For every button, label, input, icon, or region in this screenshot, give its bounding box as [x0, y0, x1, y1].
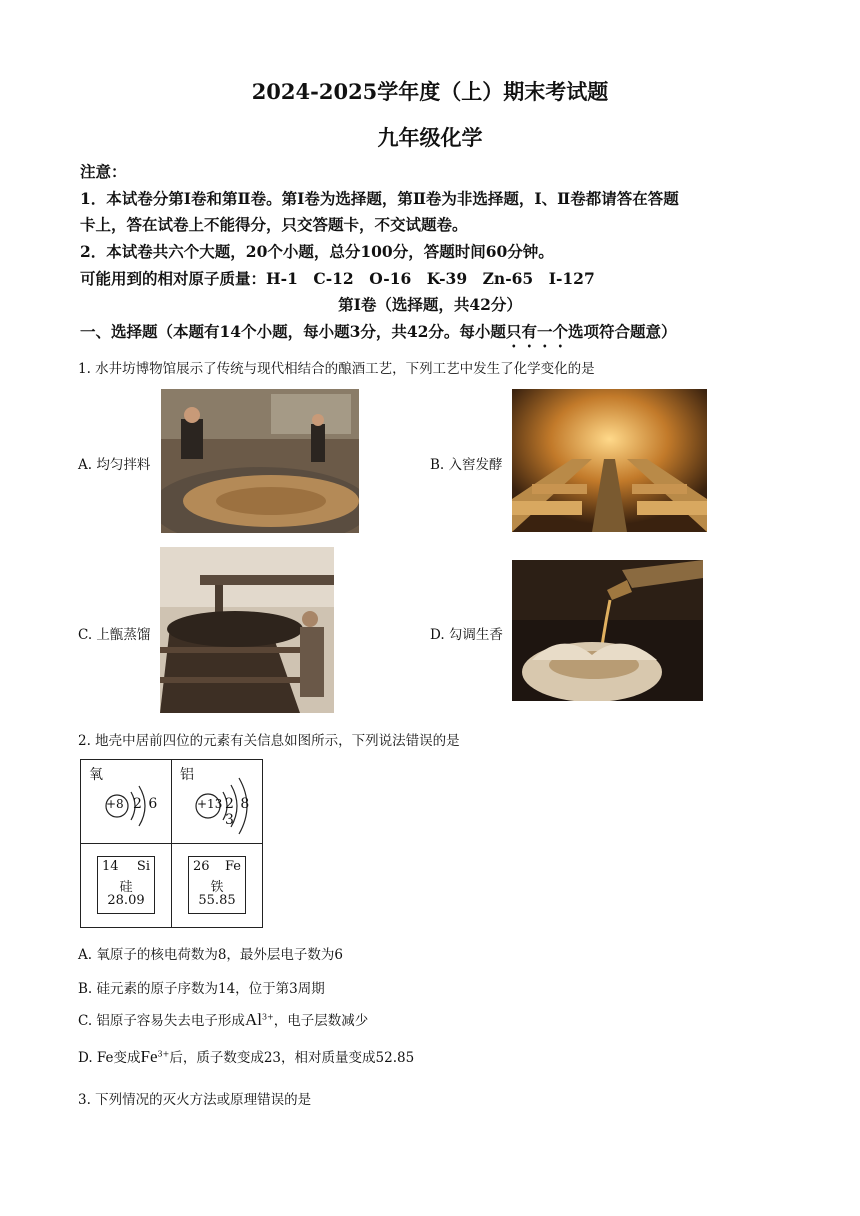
- q2-option-d-post: 后，质子数变成23，相对质量变成52.85: [169, 1050, 415, 1066]
- section-suffix: 选项符合题意）: [567, 322, 677, 341]
- silicon-symbol: Si: [136, 859, 150, 874]
- silicon-cell: [81, 844, 172, 928]
- q2-option-a: A. 氧原子的核电荷数为8，最外层电子数为6: [78, 947, 344, 963]
- oxygen-cell: [81, 760, 172, 844]
- q1-stem: 1. 水井坊博物馆展示了传统与现代相结合的酿酒工艺，下列工艺中发生了化学变化的是: [78, 361, 595, 377]
- fermentation-cellar-photo: [512, 389, 707, 532]
- fe-ion-symbol: Fe: [140, 1047, 158, 1066]
- q1-option-b: B. 入窖发酵: [430, 457, 503, 473]
- iron-cell: [172, 844, 263, 928]
- part1-title: 第Ⅰ卷（选择题，共42分）: [338, 295, 522, 314]
- q1-photo-c: [160, 547, 334, 713]
- q1-option-a: A. 均匀拌料: [78, 457, 151, 473]
- q2-option-d-pre: D. Fe变成: [78, 1050, 141, 1066]
- silicon-number: 14: [102, 859, 119, 874]
- q2-stem: 2. 地壳中居前四位的元素有关信息如图所示，下列说法错误的是: [78, 733, 460, 749]
- fe-ion-charge: 3+: [157, 1049, 170, 1059]
- aluminum-name: 铝: [180, 767, 194, 783]
- section-prefix: 一、选择题（本题有14个小题，每小题3分，共42分。每小题: [80, 322, 506, 341]
- q1-photo-a: [161, 389, 359, 533]
- atomic-mass-line: 可能用到的相对原子质量：H-1 C-12 O-16 K-39 Zn-65 I-127: [80, 269, 595, 288]
- aluminum-shells: 2 8 3: [225, 796, 251, 828]
- iron-number: 26: [193, 859, 210, 874]
- mixing-photo: [161, 389, 359, 533]
- element-info-table: [80, 759, 263, 928]
- q1-photo-b: [512, 389, 707, 532]
- oxygen-shells: 2 6: [133, 796, 159, 812]
- notes-line-1b: 卡上，答在试卷上不能得分，只交答题卡，不交试题卷。: [80, 215, 468, 234]
- section-one-heading: [80, 320, 676, 351]
- blending-photo: [512, 560, 703, 701]
- aluminum-cell: [172, 760, 263, 844]
- notes-heading: 注意：: [80, 162, 127, 181]
- silicon-chinese-name: 硅: [119, 880, 133, 895]
- iron-chinese-name: 铁: [210, 880, 224, 895]
- iron-periodic-cell: [188, 856, 246, 914]
- q2-option-b: B. 硅元素的原子序数为14，位于第3周期: [78, 981, 325, 997]
- q2-option-c: [78, 1009, 368, 1030]
- q1-photo-d: [512, 560, 703, 701]
- q3-stem: 3. 下列情况的灭火方法或原理错误的是: [78, 1092, 312, 1108]
- distillation-photo: [160, 547, 334, 713]
- q1-option-c: C. 上甑蒸馏: [78, 627, 151, 643]
- al-ion-symbol: Al: [244, 1010, 262, 1029]
- silicon-mass: 28.09: [107, 893, 145, 908]
- exam-title: 2024-2025学年度（上）期末考试题: [251, 79, 609, 104]
- iron-symbol: Fe: [224, 859, 241, 874]
- q2-option-c-post: ，电子层数减少: [273, 1013, 369, 1029]
- q2-option-d: [78, 1046, 414, 1067]
- q2-option-c-pre: C. 铝原子容易失去电子形成: [78, 1013, 245, 1029]
- q1-option-d: D. 勾调生香: [430, 627, 503, 643]
- notes-line-2: 2．本试卷共六个大题，20个小题，总分100分，答题时间60分钟。: [80, 242, 554, 261]
- silicon-periodic-cell: [97, 856, 155, 914]
- exam-subtitle: 九年级化学: [377, 125, 483, 150]
- oxygen-nucleus: +8: [106, 797, 124, 811]
- aluminum-nucleus: +13: [197, 797, 223, 811]
- al-ion-charge: 3+: [261, 1012, 274, 1022]
- notes-line-1a: 1．本试卷分第Ⅰ卷和第Ⅱ卷。第Ⅰ卷为选择题，第Ⅱ卷为非选择题，Ⅰ、Ⅱ卷都请答在答题: [80, 189, 679, 208]
- iron-mass: 55.85: [198, 893, 236, 908]
- section-emphasis: 只有一个: [505, 322, 568, 341]
- oxygen-name: 氧: [89, 767, 103, 783]
